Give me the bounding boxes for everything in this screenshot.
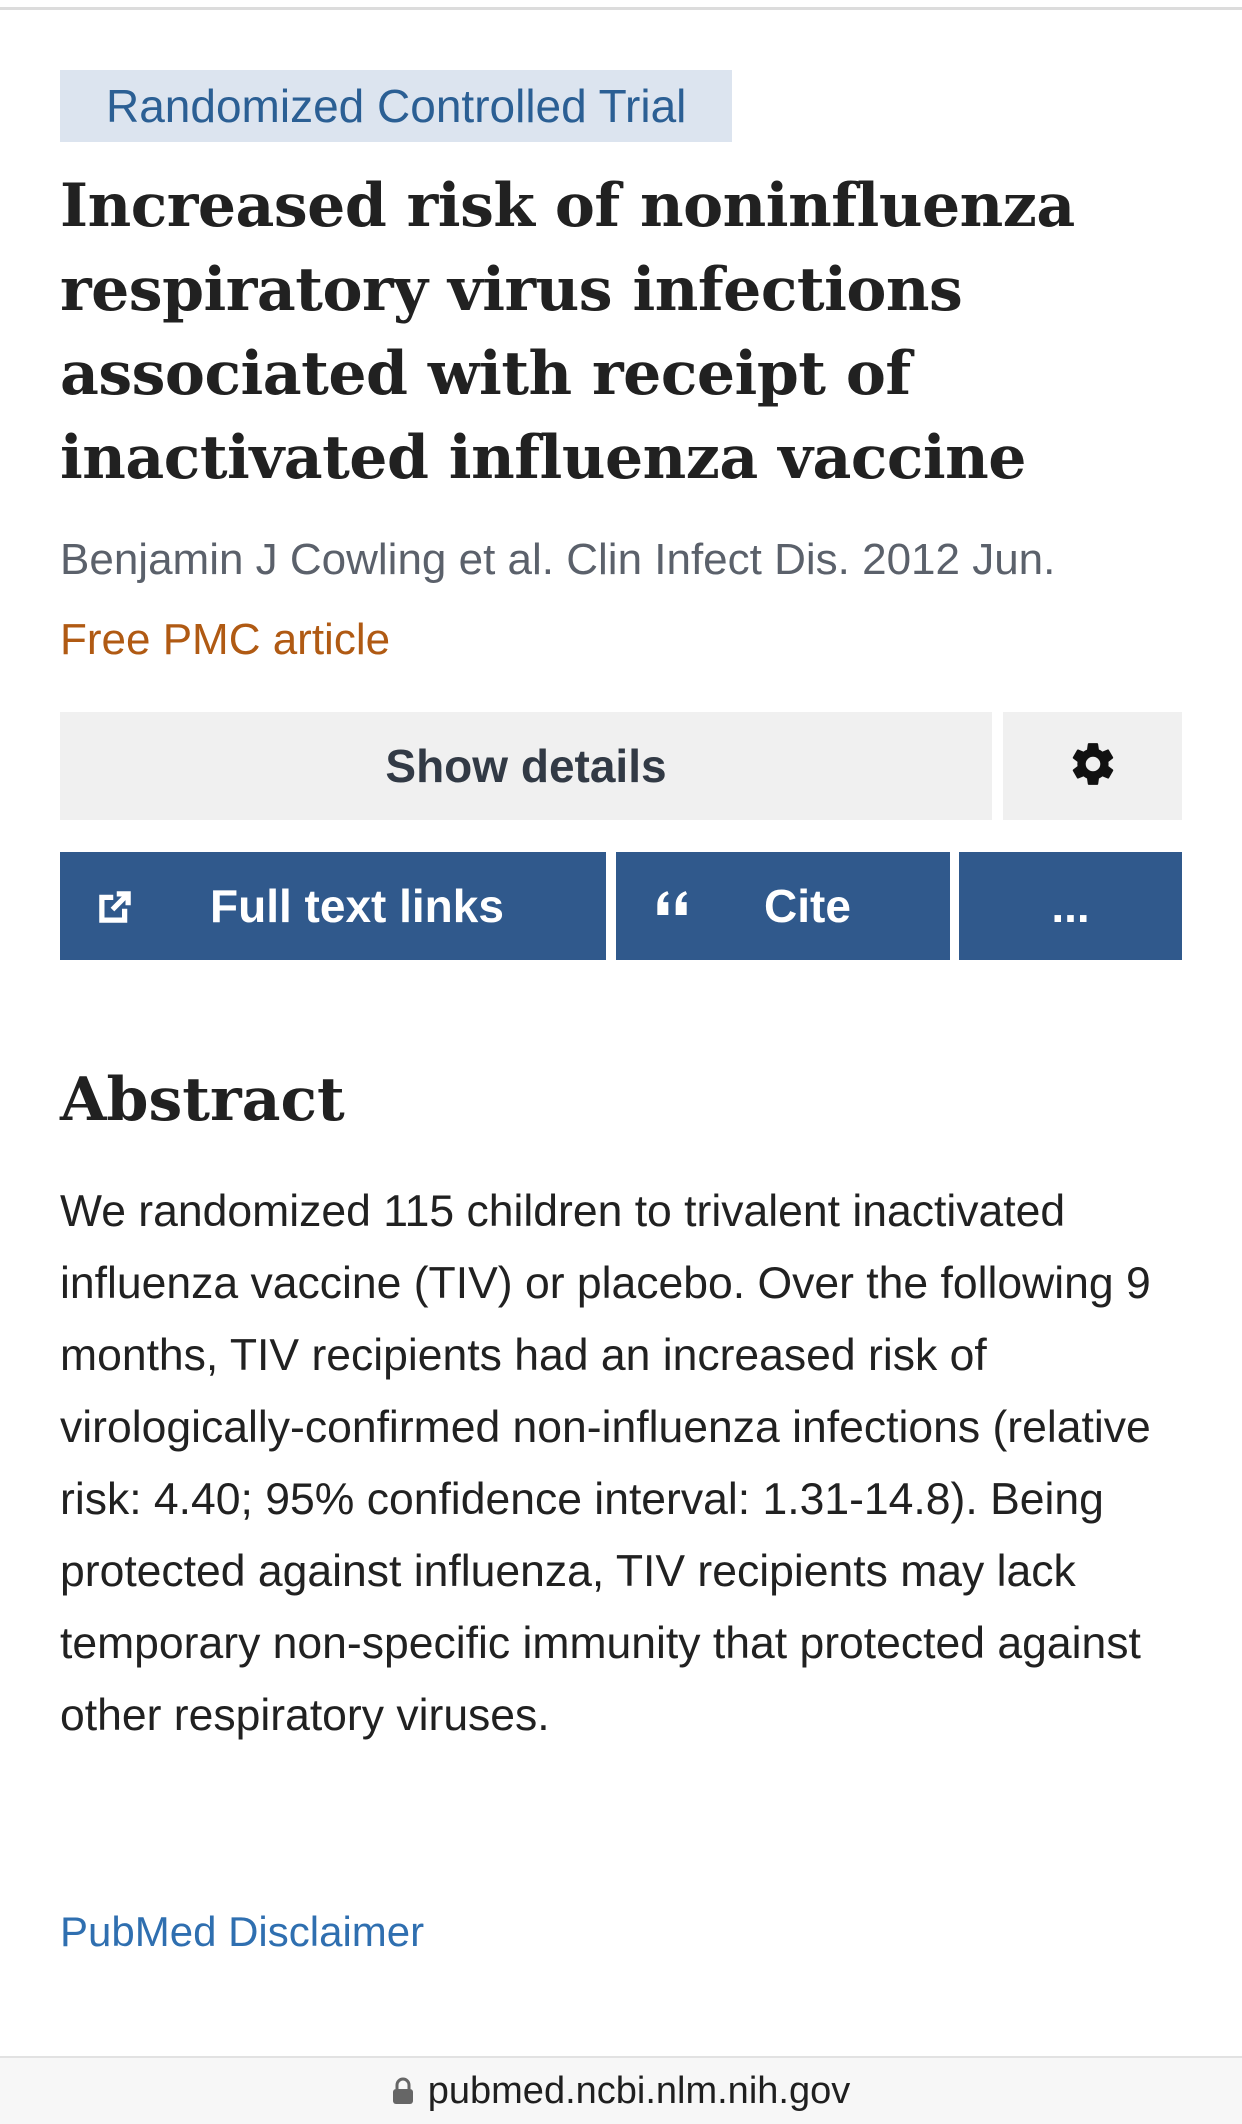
browser-url-bar[interactable] (0, 2056, 1242, 2124)
publication-type-badge[interactable]: Randomized Controlled Trial (60, 70, 732, 142)
full-text-links-button[interactable] (60, 852, 606, 960)
action-buttons (60, 852, 1182, 960)
article-header (60, 70, 1182, 680)
article-title: Increased risk of noninfluenza respiratory virus infections associated with receipt of inactivated influenza vaccine (60, 171, 1075, 493)
external-link-icon (94, 886, 136, 928)
gear-icon (1068, 739, 1118, 794)
cite-label: Cite (764, 880, 851, 932)
abstract-heading: Abstract (60, 1065, 345, 1135)
full-text-links-label: Full text links (210, 880, 504, 932)
show-details-button[interactable]: Show details (60, 712, 992, 820)
more-options-button[interactable] (959, 852, 1182, 960)
settings-button[interactable] (1003, 712, 1182, 820)
pubmed-disclaimer-link[interactable]: PubMed Disclaimer (60, 1908, 425, 1955)
more-label: ... (1051, 880, 1090, 932)
abstract-text: We randomized 115 children to trivalent inactivated influenza vaccine (TIV) or placebo. Over the following 9 months, TIV recipients had an increased risk of virologically-confirmed non-influenza infections (relative risk: 4.40; 95% confidence interval: 1.31-14.8). Being protected against influenza, TIV recipients may lack temporary non-specific immunity that protected against other respiratory viruses. (60, 1187, 1151, 1740)
free-pmc-label: Free PMC article (60, 615, 391, 664)
url-text: pubmed.ncbi.nlm.nih.gov (427, 2069, 851, 2112)
cite-button[interactable] (616, 852, 950, 960)
article-citation: Benjamin J Cowling et al. Clin Infect Dis. 2012 Jun. (60, 535, 1056, 584)
lock-icon (392, 2077, 414, 2105)
quote-icon (650, 882, 694, 926)
top-divider (0, 0, 1242, 10)
details-row (60, 712, 1182, 820)
